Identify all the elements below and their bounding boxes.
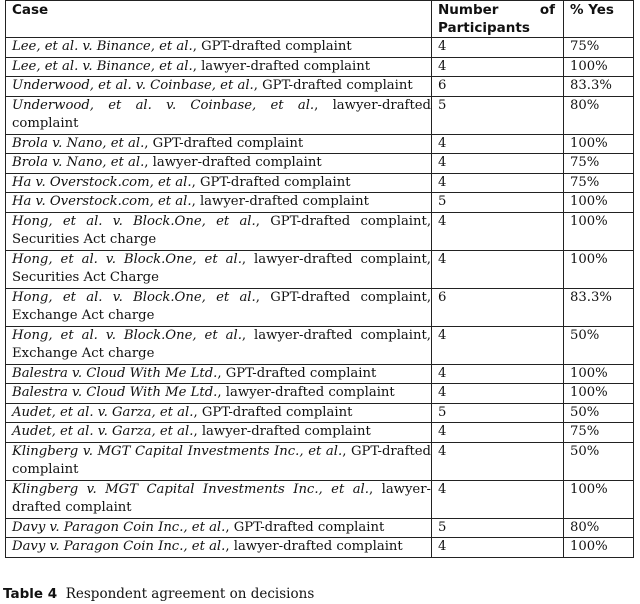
cell-participants: 5 xyxy=(432,518,564,538)
case-parties: Davy v. Paragon Coin Inc., et al. xyxy=(12,539,226,554)
case-description: , GPT-drafted complaint, Exchange Act charge xyxy=(12,289,432,323)
case-description: , GPT-drafted complaint, Securities Act charge xyxy=(12,213,432,247)
case-description: , GPT-drafted complaint xyxy=(193,404,353,420)
cell-pct-yes: 80% xyxy=(564,518,634,538)
caption-text: Respondent agreement on decisions xyxy=(65,586,315,602)
case-description: , lawyer-drafted complaint, Securities Act Charge xyxy=(12,251,431,285)
caption-label: Table 4 xyxy=(3,586,58,602)
cell-pct-yes: 100% xyxy=(564,538,634,558)
table-row xyxy=(6,442,634,480)
table-caption xyxy=(3,586,314,602)
cell-pct-yes: 75% xyxy=(564,173,634,193)
table-row xyxy=(6,77,634,97)
cell-participants: 4 xyxy=(432,423,564,443)
case-parties: Ha v. Overstock.com, et al. xyxy=(12,194,192,209)
table-row xyxy=(6,173,634,193)
case-parties: Klingberg v. MGT Capital Investments Inc., et al. xyxy=(12,481,369,497)
header-pct-yes: % Yes xyxy=(564,1,634,38)
case-parties: Underwood, et al. v. Coinbase, et al. xyxy=(12,97,315,113)
cell-participants: 6 xyxy=(432,288,564,326)
case-description: , lawyer-drafted complaint xyxy=(191,194,369,209)
cell-participants: 4 xyxy=(432,212,564,250)
cell-case xyxy=(6,57,432,77)
table-row xyxy=(6,288,634,326)
cell-participants: 4 xyxy=(432,384,564,404)
cell-case xyxy=(6,403,432,423)
cell-pct-yes: 100% xyxy=(564,364,634,384)
header-of-word: of xyxy=(539,2,555,18)
case-parties: Hong, et al. v. Block.One, et al. xyxy=(12,327,242,343)
table-row xyxy=(6,518,634,538)
cell-case xyxy=(6,96,432,134)
case-parties: Hong, et al. v. Block.One, et al. xyxy=(12,251,242,267)
case-parties: Balestra v. Cloud With Me Ltd. xyxy=(12,365,218,381)
cell-participants: 4 xyxy=(432,364,564,384)
cell-participants: 4 xyxy=(432,173,564,193)
cell-pct-yes: 100% xyxy=(564,480,634,518)
table-row xyxy=(6,480,634,518)
cell-pct-yes: 83.3% xyxy=(564,288,634,326)
case-parties: Lee, et al. v. Binance, et al. xyxy=(12,58,193,74)
cell-participants: 4 xyxy=(432,38,564,58)
cell-case xyxy=(6,154,432,174)
case-description: , GPT-drafted complaint xyxy=(217,365,377,381)
case-description: , lawyer-drafted complaint xyxy=(144,155,322,170)
case-description: , GPT-drafted complaint xyxy=(191,174,351,190)
case-parties: Klingberg v. MGT Capital Investments Inc., et al. xyxy=(12,443,343,459)
case-description: , lawyer-drafted complaint, Exchange Act charge xyxy=(12,327,431,361)
case-parties: Brola v. Nano, et al. xyxy=(12,135,145,151)
case-description: , lawyer-drafted complaint xyxy=(193,424,371,439)
case-description: , GPT-drafted complaint xyxy=(225,519,385,535)
cell-pct-yes: 80% xyxy=(564,96,634,134)
cell-participants: 6 xyxy=(432,77,564,97)
cell-pct-yes: 100% xyxy=(564,193,634,213)
cell-pct-yes: 83.3% xyxy=(564,77,634,97)
cell-case xyxy=(6,442,432,480)
case-parties: Audet, et al. v. Garza, et al. xyxy=(12,424,194,439)
cell-case xyxy=(6,326,432,364)
cell-pct-yes: 100% xyxy=(564,384,634,404)
table-row xyxy=(6,212,634,250)
cell-participants: 4 xyxy=(432,480,564,518)
cell-case xyxy=(6,423,432,443)
header-participants-word: Participants xyxy=(438,20,530,36)
case-parties: Davy v. Paragon Coin Inc., et al. xyxy=(12,519,226,535)
table-row xyxy=(6,403,634,423)
cell-participants: 5 xyxy=(432,193,564,213)
cell-pct-yes: 100% xyxy=(564,250,634,288)
cell-case xyxy=(6,250,432,288)
case-parties: Hong, et al. v. Block.One, et al. xyxy=(12,289,256,305)
case-description: , lawyer-drafted complaint xyxy=(12,97,431,131)
cell-participants: 4 xyxy=(432,154,564,174)
table-row xyxy=(6,154,634,174)
table-row xyxy=(6,250,634,288)
cell-case xyxy=(6,38,432,58)
cell-pct-yes: 50% xyxy=(564,403,634,423)
cell-participants: 5 xyxy=(432,403,564,423)
case-description: , GPT-drafted complaint xyxy=(12,443,431,477)
cell-participants: 5 xyxy=(432,96,564,134)
case-description: , GPT-drafted complaint xyxy=(253,78,413,93)
case-description: , lawyer-drafted complaint xyxy=(217,385,395,400)
table-row xyxy=(6,326,634,364)
case-parties: Hong, et al. v. Block.One, et al. xyxy=(12,213,256,229)
table-row xyxy=(6,96,634,134)
case-parties: Balestra v. Cloud With Me Ltd. xyxy=(12,385,218,400)
cell-participants: 4 xyxy=(432,538,564,558)
cell-case xyxy=(6,518,432,538)
cell-pct-yes: 75% xyxy=(564,38,634,58)
case-parties: Underwood, et al. v. Coinbase, et al. xyxy=(12,78,254,93)
case-description: , GPT-drafted complaint xyxy=(192,39,352,54)
table-row xyxy=(6,538,634,558)
cell-participants: 4 xyxy=(432,250,564,288)
cell-pct-yes: 50% xyxy=(564,326,634,364)
case-parties: Ha v. Overstock.com, et al. xyxy=(12,174,192,190)
cell-case xyxy=(6,212,432,250)
case-parties: Audet, et al. v. Garza, et al. xyxy=(12,404,194,420)
cell-participants: 4 xyxy=(432,57,564,77)
case-description: , lawyer-drafted complaint xyxy=(225,539,403,554)
cell-case xyxy=(6,480,432,518)
cell-case xyxy=(6,173,432,193)
table-row xyxy=(6,193,634,213)
table-row xyxy=(6,57,634,77)
cell-pct-yes: 75% xyxy=(564,154,634,174)
cell-participants: 4 xyxy=(432,134,564,154)
results-table xyxy=(5,0,634,558)
cell-pct-yes: 100% xyxy=(564,212,634,250)
cell-pct-yes: 100% xyxy=(564,134,634,154)
cell-participants: 4 xyxy=(432,326,564,364)
case-description: , GPT-drafted complaint xyxy=(144,135,304,151)
cell-pct-yes: 100% xyxy=(564,57,634,77)
cell-pct-yes: 50% xyxy=(564,442,634,480)
case-description: , lawyer-drafted complaint xyxy=(192,58,371,74)
table-row xyxy=(6,423,634,443)
header-row xyxy=(6,1,634,38)
cell-case xyxy=(6,288,432,326)
header-number-word: Number xyxy=(438,2,499,18)
cell-case xyxy=(6,384,432,404)
cell-case xyxy=(6,134,432,154)
table-row xyxy=(6,364,634,384)
header-number-of-participants xyxy=(432,1,564,38)
table-row xyxy=(6,384,634,404)
case-parties: Lee, et al. v. Binance, et al. xyxy=(12,39,193,54)
cell-case xyxy=(6,193,432,213)
table-row xyxy=(6,38,634,58)
cell-case xyxy=(6,538,432,558)
header-case: Case xyxy=(6,1,432,38)
cell-participants: 4 xyxy=(432,442,564,480)
table-body xyxy=(6,38,634,558)
cell-pct-yes: 75% xyxy=(564,423,634,443)
cell-case xyxy=(6,77,432,97)
table-row xyxy=(6,134,634,154)
case-parties: Brola v. Nano, et al. xyxy=(12,155,145,170)
case-description: , lawyer-drafted complaint xyxy=(12,481,431,515)
cell-case xyxy=(6,364,432,384)
